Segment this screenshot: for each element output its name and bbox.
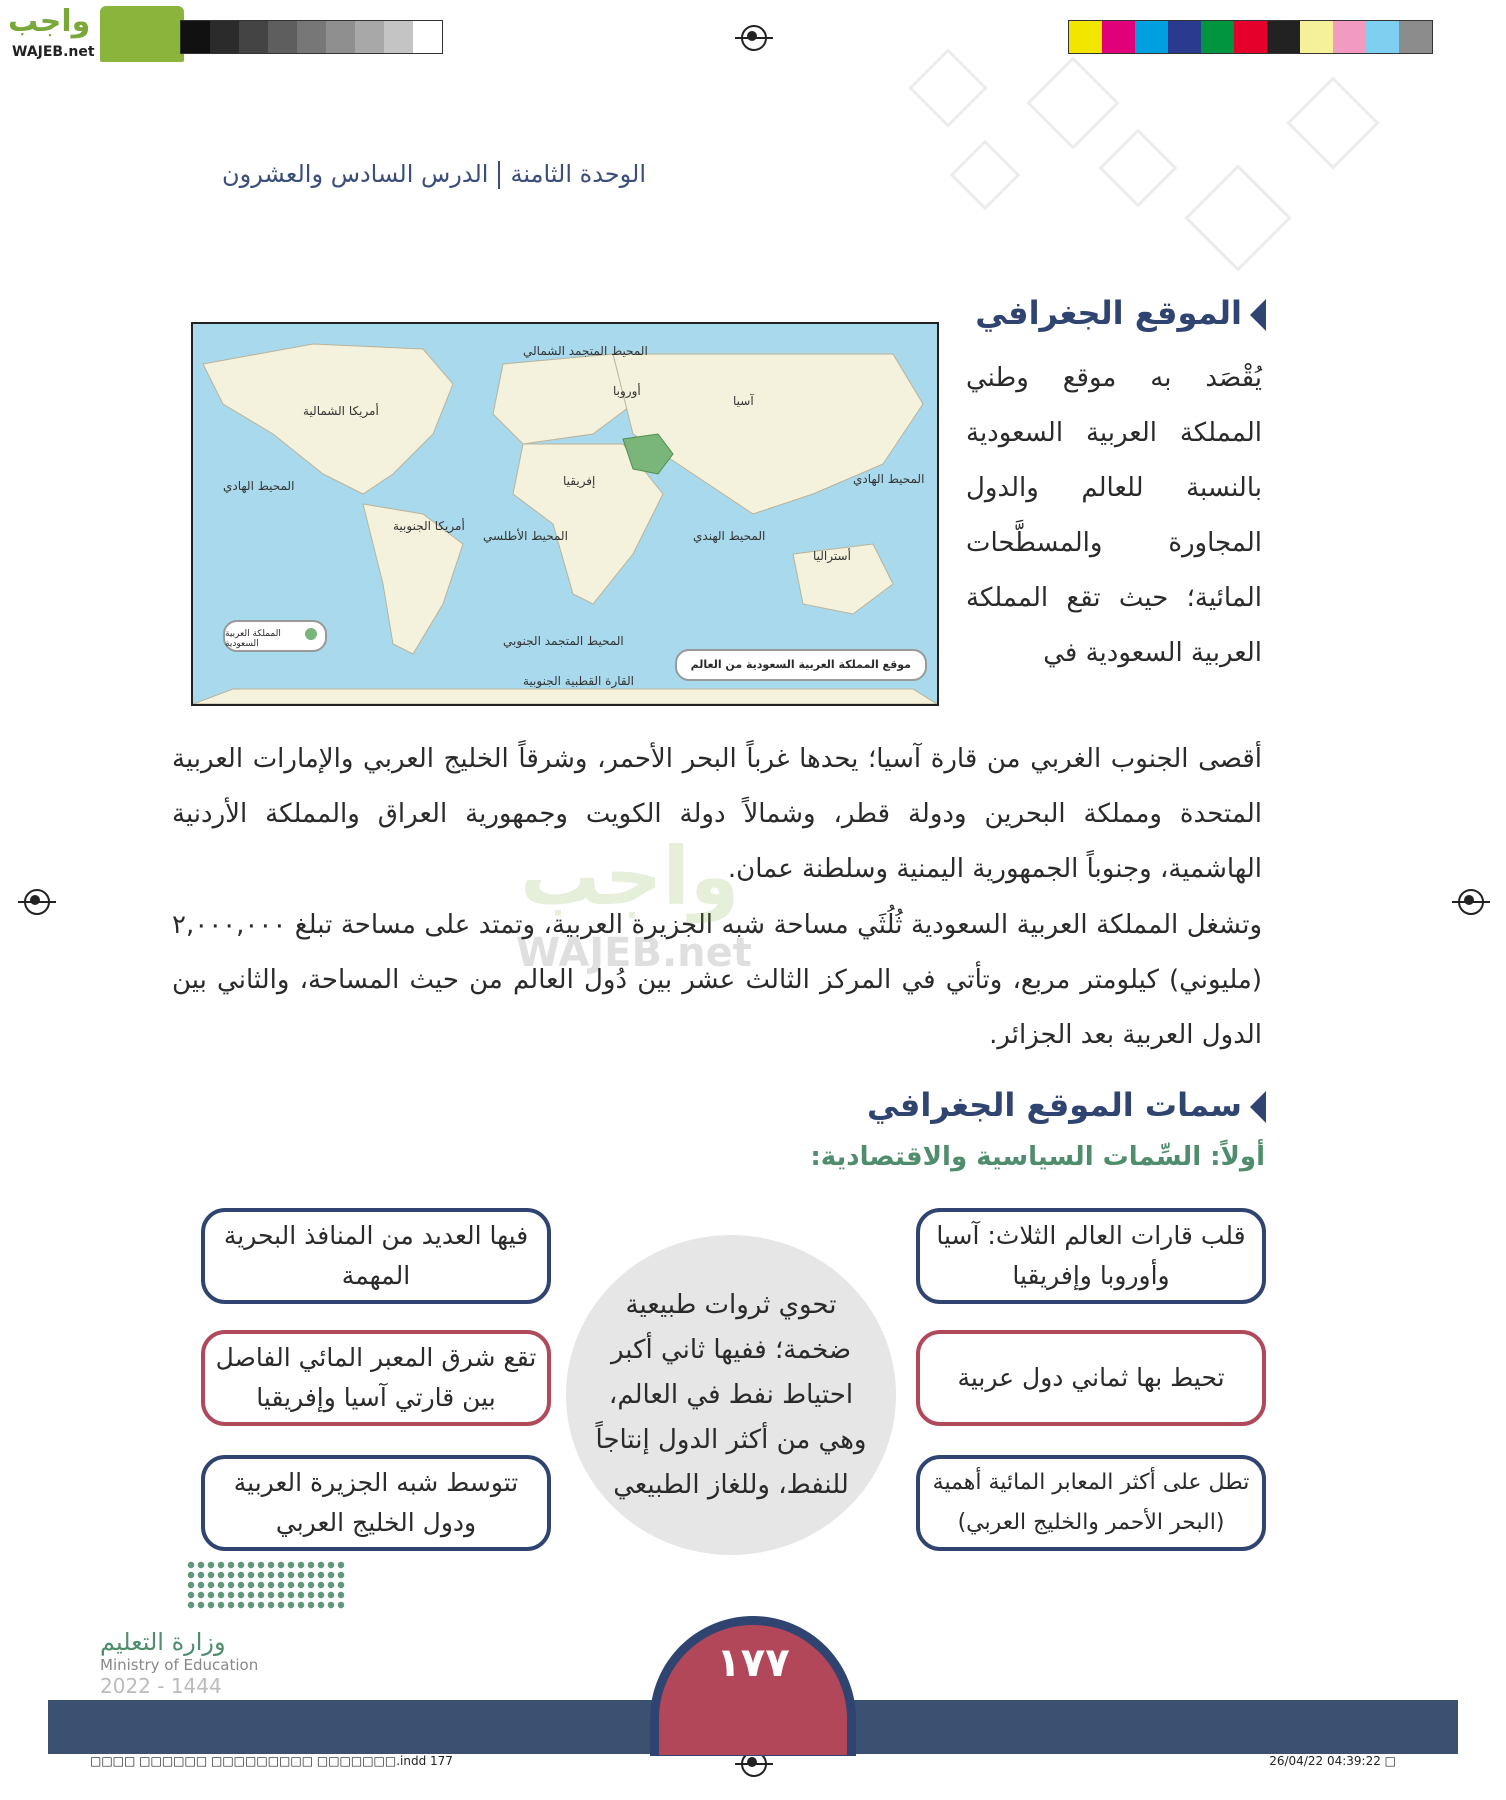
gray-swatch [413,21,442,53]
page-number: ١٧٧ [716,1640,790,1686]
brand-watermark-latin: WAJEB.net [516,930,752,976]
map-label-europe: أوروبا [613,384,641,398]
color-swatch [1201,21,1234,53]
section-title-text: الموقع الجغرافي [975,294,1242,332]
breadcrumb [222,160,646,189]
brand-logo [0,0,190,70]
edition-year: 2022 - 1444 [100,1674,222,1698]
location-paragraph: أقصى الجنوب الغربي من قارة آسيا؛ يحدها غرباً البحر الأحمر، وشرقاً الخليج العربي والإمارات العربية المتحدة ومملكة البحرين ودولة قطر، وشمالاً دولة الكويت وجمهورية العراق والمملكة الأردنية الهاشمية، وجنوباً الجمهورية اليمنية وسلطنة عمان. [172,744,1262,884]
ministry-dots-logo-icon [186,1560,346,1610]
registration-mark-icon [741,25,767,51]
decorative-diamond [908,48,987,127]
brand-arabic: واجب [8,4,91,39]
decorative-diamond [1098,128,1177,207]
color-calibration-bar [1068,20,1433,54]
chevron-left-icon [1250,299,1266,331]
central-feature-circle [566,1235,896,1555]
color-swatch [1135,21,1168,53]
color-swatch [1366,21,1399,53]
unit-label: الوحدة الثامنة [510,160,646,188]
legend-swatch [305,628,317,640]
gray-swatch [326,21,355,53]
decorative-diamond [1026,56,1119,149]
europe-shape [493,354,633,444]
map-legend [223,620,327,652]
gray-calibration-bar [180,20,443,54]
antarctica-shape [193,689,937,704]
decorative-diamond [950,140,1021,211]
gray-swatch [384,21,413,53]
map-label-africa: إفريقيا [563,474,596,488]
gray-swatch [297,21,326,53]
chevron-left-icon [1250,1091,1266,1123]
ministry-logo [100,1628,300,1698]
map-label-arctic: المحيط المتجمد الشمالي [523,344,648,358]
map-label-australia: أستراليا [813,549,851,563]
decorative-diamond [1184,164,1291,271]
feature-card: تطل على أكثر المعابر المائية أهمية (البحر الأحمر والخليج العربي) [916,1455,1266,1551]
lesson-label: الدرس السادس والعشرون [222,160,489,188]
section-title-geographic-location [975,294,1266,332]
ministry-english: Ministry of Education [100,1656,259,1674]
gray-swatch [239,21,268,53]
map-label-asia: آسيا [733,394,754,408]
gray-swatch [268,21,297,53]
gray-swatch [210,21,239,53]
feature-card: تقع شرق المعبر المائي الفاصل بين قارتي آسيا وإفريقيا [201,1330,551,1426]
feature-card: قلب قارات العالم الثلاث: آسيا وأوروبا وإفريقيا [916,1208,1266,1304]
registration-mark-icon [24,889,50,915]
color-swatch [1267,21,1300,53]
feature-card: فيها العديد من المنافذ البحرية المهمة [201,1208,551,1304]
ministry-arabic: وزارة التعليم [100,1628,226,1656]
intro-paragraph: يُقْصَد به موقع وطني المملكة العربية السعودية بالنسبة للعالم والدول المجاورة والمسطَّحات المائية؛ حيث تقع المملكة العربية السعودية في [966,363,1262,668]
map-caption: موقع المملكة العربية السعودية من العالم [675,649,927,681]
area-paragraph: وتشغل المملكة العربية السعودية ثُلُثَي مساحة شبه الجزيرة العربية، وتمتد على مساحة تبلغ ٢,٠٠٠,٠٠٠ (مليوني) كيلومتر مربع، وتأتي في المركز الثالث عشر بين دُول العالم من حيث المساحة، والثاني بين الدول العربية بعد الجزائر. [172,910,1262,1050]
map-label-atlantic: المحيط الأطلسي [483,529,568,543]
feature-card: تتوسط شبه الجزيرة العربية ودول الخليج العربي [201,1455,551,1551]
color-swatch [1168,21,1201,53]
color-swatch [1399,21,1432,53]
central-feature-text: تحوي ثروات طبيعية ضخمة؛ ففيها ثاني أكبر احتياط نفط في العالم، وهي من أكثر الدول إنتاجاً للنفط، وللغاز الطبيعي [595,1289,867,1500]
north-america-shape [203,344,453,494]
feature-card: تحيط بها ثماني دول عربية [916,1330,1266,1426]
world-map [191,322,939,706]
print-slug-timestamp: 26/04/22 04:39:22 □ [1269,1754,1396,1768]
map-label-south-america: أمريكا الجنوبية [393,519,465,533]
breadcrumb-separator [498,161,500,189]
gray-swatch [181,21,210,53]
map-label-southern: المحيط المتجمد الجنوبي [503,634,624,648]
subsection-title: أولاً: السِّمات السياسية والاقتصادية: [810,1142,1265,1172]
color-swatch [1234,21,1267,53]
registration-mark-icon [1458,889,1484,915]
print-slug-file: □□□□ □□□□□□ □□□□□□□□□ □□□□□□□.indd 177 [90,1754,453,1768]
decorative-diamond [1286,76,1379,169]
map-label-antarctica: القارة القطبية الجنوبية [523,674,634,688]
color-swatch [1300,21,1333,53]
color-swatch [1333,21,1366,53]
brand-latin: WAJEB.net [12,44,95,60]
gray-swatch [355,21,384,53]
legend-label: المملكة العربية السعودية [225,629,281,649]
map-label-pacific-left: المحيط الهادي [223,479,295,493]
map-label-indian: المحيط الهندي [693,529,766,543]
map-label-pacific-right: المحيط الهادي [853,472,925,486]
brand-watermark: واجب [520,830,740,923]
color-swatch [1069,21,1102,53]
section-title-location-features [867,1086,1266,1124]
map-label-north-america: أمريكا الشمالية [303,404,379,418]
section-title-text: سمات الموقع الجغرافي [867,1086,1242,1124]
book-icon [100,6,184,62]
color-swatch [1102,21,1135,53]
